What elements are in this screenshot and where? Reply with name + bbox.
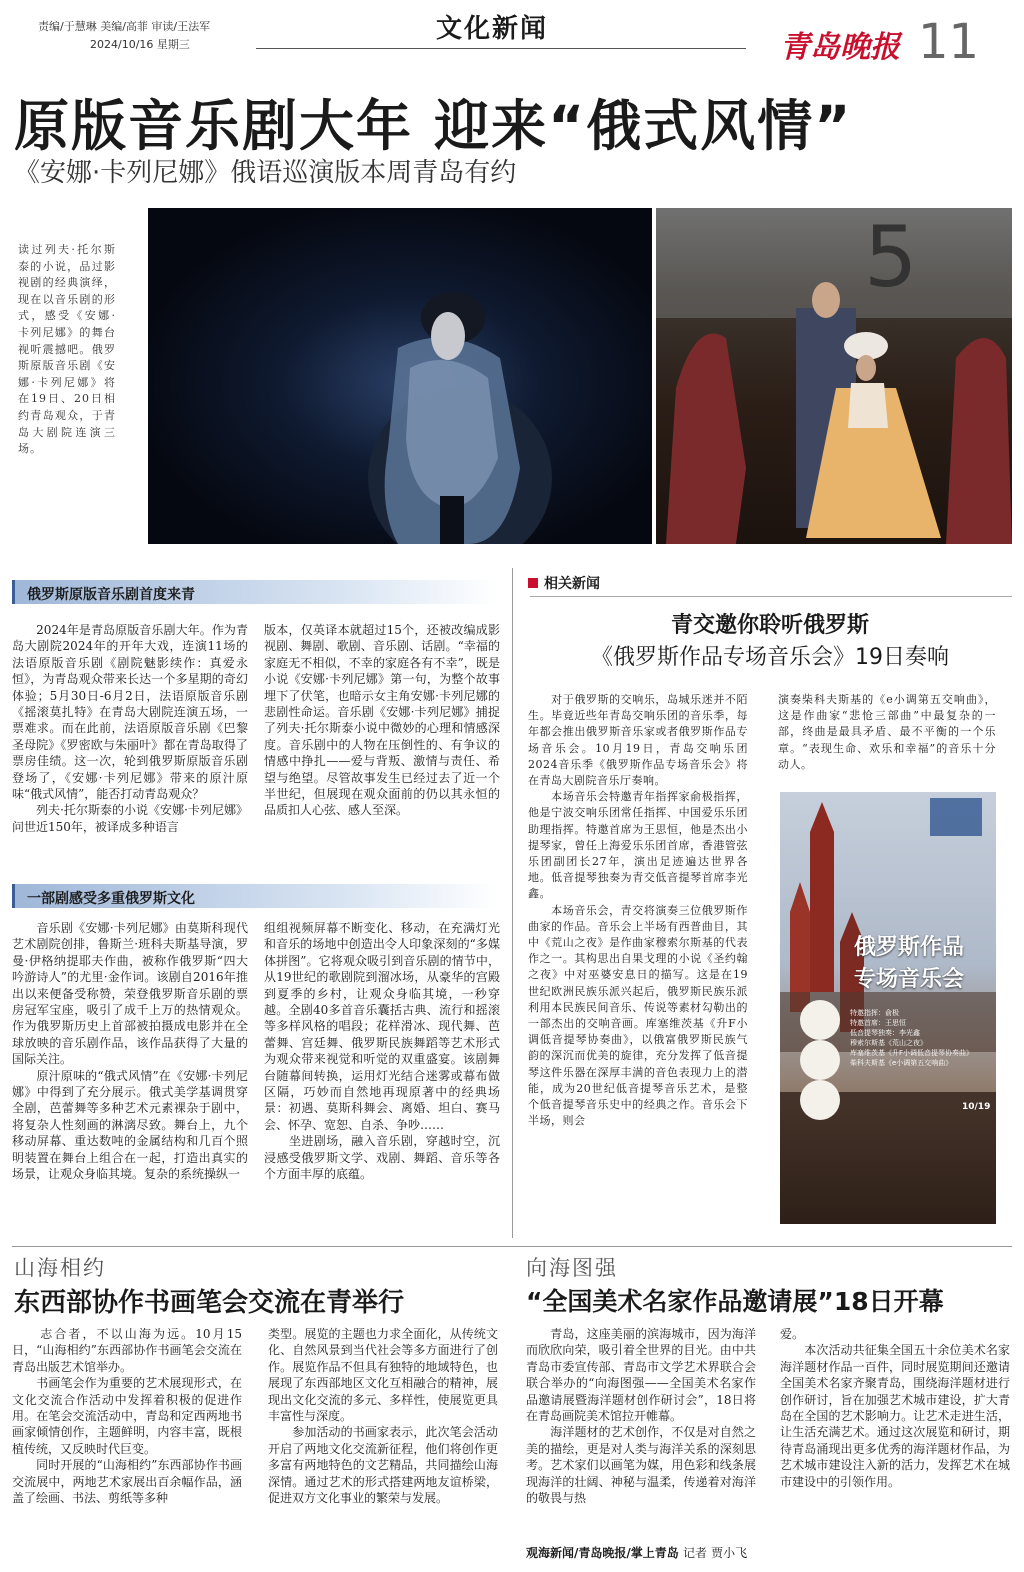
main-subhead: 《安娜·卡列尼娜》俄语巡演版本周青岛有约	[14, 158, 517, 188]
headline-right: “全国美术名家作品邀请展”18日开幕	[526, 1287, 944, 1316]
poster-info-line: 柴科夫斯基《e小调第五交响曲》	[850, 1059, 953, 1067]
editor-credit: 责编/于慧琳 美编/高菲 审读/王法军	[38, 20, 211, 33]
reporter-label: 记者	[682, 1546, 707, 1560]
footer-source-text: 观海新闻/青岛晚报/掌上青岛	[526, 1546, 679, 1560]
left-column-2: 类型。展览的主题也力求全面化，从传统文化、自然风景到当代社会等多方面进行了创作。展览作品不但具有独特的地域特色，也展现了东西部地区文化互相融合的精神，展现出文化交流的多元、多样性，使展览更具丰富性与深度。 参加活动的书画家表示，此次笔会活动开启了两地文化交流新征程，他们将创作更多富有两地特色的文艺精品，共同描绘山海深情。通过艺术的形式搭建两地友谊桥梁，促进双方文化事业的繁荣与发展。	[268, 1327, 498, 1506]
sec2-column-2: 组组视频屏幕不断变化、移动，在充满灯光和音乐的场地中创造出令人印象深刻的“多媒体拼图”。它将观众吸引到音乐剧的情节中，从19世纪的歌剧院到溜冰场，从豪华的宫殿到夏季的乡村，让观众身临其境，一秒穿越。全剧40多首音乐囊括古典、流行和摇滚等多样风格的唱段；花样滑冰、现代舞、芭蕾舞、宫廷舞、俄罗斯民族舞蹈等艺术形式为观众带来视觉和听觉的双重盛宴。该剧舞台随幕间转换，运用灯光结合迷雾或幕布做区隔，巧妙而自然地再现原著中的经典场景：初遇、莫斯科舞会、离婚、坦白、赛马会、怀孕、宽恕、自杀、争吵…… 坐进剧场，融入音乐剧，穿越时空，沉浸感受俄罗斯文学、戏剧、舞蹈、音乐等各个方面丰厚的底蕴。	[264, 921, 500, 1182]
stage-cast-figures	[656, 208, 1012, 544]
headline-left: 东西部协作书画笔会交流在青举行	[14, 1288, 405, 1318]
svg-text:5: 5	[864, 208, 918, 306]
sec1-column-2: 版本，仅英译本就超过15个，还被改编成影视剧、舞剧、歌剧、音乐剧、话剧。“幸福的家庭无不相似，不幸的家庭各有不幸”，既是小说《安娜·卡列尼娜》第一句，为整个故事埋下了伏笔，也暗示女主角安娜·卡列尼娜的悲剧性命运。音乐剧《安娜·卡列尼娜》捕捉了列夫·托尔斯泰小说中微妙的心理和情感深度。音乐剧中的人物在压倒性的、有争议的情感中挣扎——爱与背叛、激情与责任、希望与绝望。尽管故事发生已经过去了近一个半世纪，但展现在观众面前的仍以其永恒的品质扣人心弦、感人至深。	[264, 623, 500, 818]
right-column-2: 爱。 本次活动共征集全国五十余位美术名家海洋题材作品一百件，同时展览期间还邀请全国美术名家齐聚青岛，围绕海洋题材进行创作研讨，旨在加强艺术城市建设，扩大青岛在全国的艺术影响力。让艺术走进生活，让生活充满艺术。通过这次展览和研讨，期待青岛涌现出更多优秀的海洋题材作品，为艺术城市建设注入新的活力，发挥艺术在城市建设中的引领作用。	[780, 1327, 1010, 1489]
actress-figure	[148, 208, 652, 544]
related-title-2: 《俄罗斯作品专场音乐会》19日奏响	[591, 645, 949, 670]
poster-title-2: 专场音乐会	[854, 967, 965, 992]
poster-info	[850, 1008, 973, 1068]
related-title-1: 青交邀你聆听俄罗斯	[670, 613, 869, 638]
poster-info-line: 低音提琴独奏：李光鑫	[850, 1029, 920, 1037]
related-column-2: 演奏柴科夫斯基的《e小调第五交响曲》，这是作曲家“悲怆三部曲”中最复杂的一部，终曲是最具矛盾、最不平衡的一个乐章。“表现生命、欢乐和幸福”的音乐十分动人。	[778, 693, 996, 771]
stage-photo	[656, 208, 1012, 544]
lead-paragraph: 读过列夫·托尔斯泰的小说，品过影视剧的经典演绎，现在以音乐剧的形式，感受《安娜·卡列尼娜》的舞台视听震撼吧。俄罗斯原版音乐剧《安娜·卡列尼娜》将在19日、20日相约青岛观众，于青岛大剧院连演三场。	[18, 243, 116, 456]
paper-logo: 青岛晚报	[780, 30, 900, 65]
anna-photo	[148, 208, 652, 544]
issue-date: 2024/10/16 星期三	[90, 38, 190, 51]
right-column-1: 青岛，这座美丽的滨海城市，因为海洋而欣欣向荣，吸引着全世界的目光。由中共青岛市委宣传部、青岛市文学艺术界联合会联合举办的“向海图强——全国美术名家作品邀请展暨海洋题材创作研讨会”，18日将在青岛画院美术馆拉开帷幕。 海洋题材的艺术创作，不仅是对自然之美的描绘，更是对人类与海洋关系的深刻思考。艺术家们以画笔为媒，用色彩和线条展现海洋的壮阔、神秘与温柔，传递着对海洋的敬畏与热	[526, 1327, 756, 1506]
related-rule	[530, 596, 1012, 597]
bottom-rule	[12, 1246, 1012, 1247]
poster-title-1: 俄罗斯作品	[854, 935, 965, 960]
main-headline: 原版音乐剧大年 迎来“俄式风情”	[14, 94, 853, 158]
poster-info-line: 穆索尔斯基《荒山之夜》	[850, 1039, 927, 1047]
poster-info-line: 特邀首席：王思恒	[850, 1019, 906, 1027]
column-divider	[512, 568, 513, 1238]
reporter-name: 贾小飞	[711, 1546, 748, 1560]
kicker-right: 向海图强	[526, 1256, 618, 1280]
page-number: 11	[918, 14, 980, 70]
sec2-column-1: 音乐剧《安娜·卡列尼娜》由莫斯科现代艺术剧院创排，鲁斯兰·班科夫斯基导演，罗曼·伊格纳提耶夫作曲，被称作俄罗斯“四大吟游诗人”的尤里·金作词。该剧自2016年推出以来便备受称赞，荣登俄罗斯音乐剧的票房冠军宝座，吸引了成千上万的热情观众。作为俄罗斯历史上首部被拍摄成电影并在全球放映的音乐剧作品，该作品获得了大量的国际关注。 原汁原味的“俄式风情”在《安娜·卡列尼娜》中得到了充分展示。俄式美学基调贯穿全剧，芭蕾舞等多种艺术元素裸杂于剧中，将复杂人性刻画的淋漓尽致。舞台上，九个移动屏幕、重达数吨的金属结构和几百个照明装置在舞台上组合在一起，打造出真实的场景，让观众身临其境。复杂的系统操纵一	[12, 921, 248, 1182]
section-title-1: 俄罗斯原版音乐剧首度来青	[27, 587, 195, 603]
header-rule	[256, 48, 746, 49]
sec1-column-1: 2024年是青岛原版音乐剧大年。作为青岛大剧院2024年的开年大戏，连演11场的法语原版音乐剧《剧院魅影续作：真爱永恒》，为青岛观众带来长达一个多星期的奇幻体验；5月30日-6月2日，法语原版音乐剧《摇滚莫扎特》在青岛大剧院连演五场，一票难求。而在此前，法语原版音乐剧《巴黎圣母院》《罗密欧与朱丽叶》都在青岛取得了票房佳绩。这一次，轮到俄罗斯原版音乐剧登场了，《安娜·卡列尼娜》带来的原汁原味“俄式风情”，能否打动青岛观众？ 列夫·托尔斯泰的小说《安娜·卡列尼娜》问世近150年，被译成多种语言	[12, 623, 248, 834]
related-column-1: 对于俄罗斯的交响乐，岛城乐迷并不陌生。毕竟近些年青岛交响乐团的音乐季，每年都会推出俄罗斯音乐家或者俄罗斯作品专场音乐会。10月19日，青岛交响乐团2024音乐季《俄罗斯作品专场音乐会》将在青岛大剧院音乐厅奏响。 本场音乐会特邀青年指挥家俞极指挥，他是宁波交响乐团常任指挥、中国爱乐乐团助理指挥。特邀首席为王思恒，他是杰出小提琴家，曾任上海爱乐乐团首席，香港管弦乐团副团长27年，演出足迹遍达世界各地。低音提琴独奏为青交低音提琴首席李光鑫。 本场音乐会，青交将演奏三位俄罗斯作曲家的作品。音乐会上半场有西普曲目，其中《荒山之夜》是作曲家穆索尔斯基的代表作之一。其构思出自果戈理的小说《圣约翰之夜》中对巫婆安息日的描写。这是在19世纪欧洲民族乐派兴起后，俄罗斯民族乐派利用本民族民间音乐、传说等素材勾勒出的一部杰出的交响音画。库塞维茨基《升F小调低音提琴协奏曲》，以俄富俄罗斯民族气韵的深沉而优美的旋律，充分发挥了低音提琴这件乐器在深厚丰满的音色表现力上的潜能，成为20世纪低音提琴音乐艺术，是整个低音提琴音乐史中的经典之作。音乐会下半场，则会	[528, 693, 748, 1128]
related-marker	[528, 578, 538, 588]
section-title-2: 一部剧感受多重俄罗斯文化	[27, 891, 195, 907]
related-label: 相关新闻	[544, 576, 600, 592]
concert-poster	[780, 792, 996, 1224]
kicker-left: 山海相约	[14, 1256, 106, 1280]
section-title: 文化新闻	[436, 14, 549, 44]
section-bar-1	[12, 580, 498, 604]
footer-source	[526, 1544, 747, 1561]
poster-info-line: 特邀指挥：俞极	[850, 1009, 899, 1017]
left-column-1: 志合者，不以山海为远。10月15日，“山海相约”东西部协作书画笔会交流在青岛出版艺术馆举办。 书画笔会作为重要的艺术展现形式，在文化交流合作活动中发挥着积极的促进作用。在笔会交流活动中，青岛和定西两地书画家倾情创作，主题鲜明，内容丰富，既根植传统，又反映时代巨变。 同时开展的“山海相约”东西部协作书画交流展中，两地艺术家展出百余幅作品，涵盖了绘画、书法、剪纸等多种	[12, 1327, 242, 1506]
poster-date: 10/19	[962, 1102, 991, 1112]
poster-info-line: 库塞维茨基《升F小调低音提琴协奏曲》	[850, 1049, 974, 1057]
section-bar-2	[12, 884, 498, 908]
